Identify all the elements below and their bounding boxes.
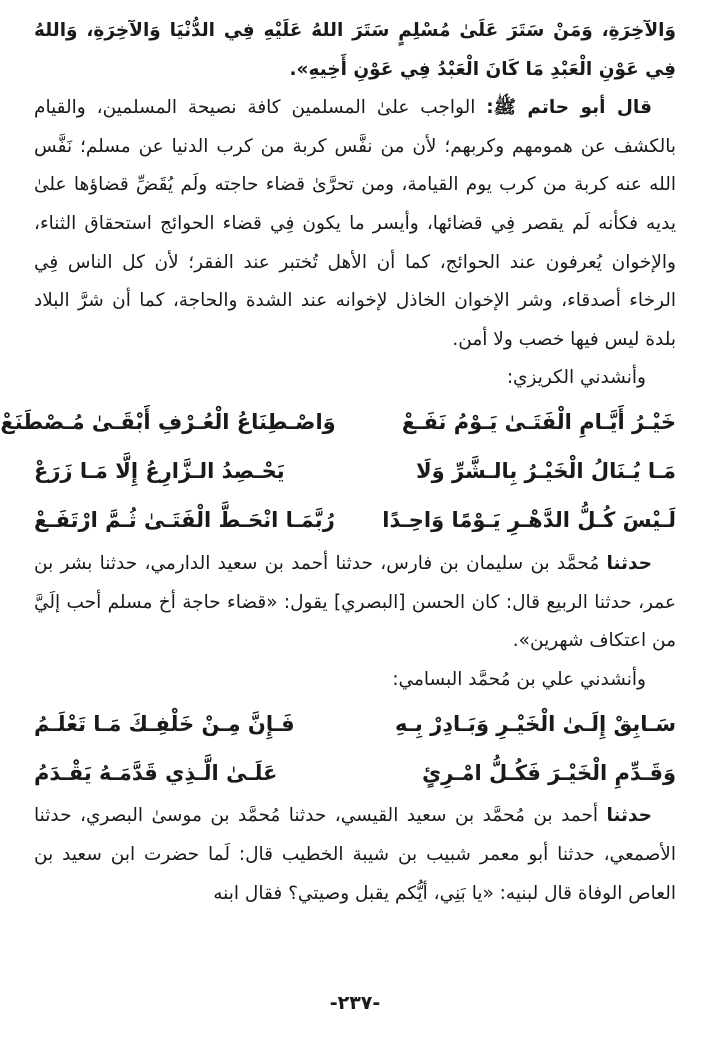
verse-first-hemistich: لَـيْسَ كُـلُّ الدَّهْـرِ يَـوْمًا وَاحِـدًا	[382, 508, 676, 533]
paragraph-abu-hatim	[34, 89, 676, 359]
poem-verse	[34, 496, 676, 545]
hadith-text: وَالآخِرَةِ، وَمَنْ سَتَرَ عَلَىٰ مُسْلِمٍ سَتَرَ اللهُ عَلَيْهِ فِي الدُّنْيَا وَالآخِرَةِ، وَاللهُ فِي عَوْنِ الْعَبْدِ مَا كَانَ الْعَبْدُ فِي عَوْنِ أَخِيهِ».	[34, 20, 676, 80]
verse-second-hemistich: وَاصْـطِنَاعُ الْعُـرْفِ أَبْقَـىٰ مُـصْطَنَعْ	[0, 410, 336, 435]
poem-verse	[0, 398, 676, 447]
poem-intro: وأنشدني الكريزي:	[506, 367, 646, 389]
verse-first-hemistich: مَـا يُـنَالُ الْخَيْـرُ بِالـشَّرِّ وَلَا	[415, 459, 676, 484]
paragraph-body: الواجب علىٰ المسلمين كافة نصيحة المسلمين، والقيام بالكشف عن همومهم وكربهم؛ لأن من نفَّس كربة من كرب الدنيا عن مسلم؛ نَفَّس الله عنه كربة من كرب يوم القيامة، ومن تحرَّىٰ قضاء حاجته ولَم يُقَضِّ قضاؤها علىٰ يديه فكأنه لَم يقصر فِي قضائها، وأيسر ما يكون فِي قضاء الحوائج استحقاق الثناء، والإخوان يُعرفون عند الحوائج، كما أن الأهل تُختبر عند الفقر؛ لأن كل الناس فِي الرخاء أصدقاء، وشر الإخوان الخاذل لإخوانه عند الشدة والحاجة، كما أن شرَّ البلاد بلدة ليس فيها خصب ولا أمن.	[34, 97, 676, 350]
paragraph-lead: قال أبو حاتم ﷺ:	[486, 97, 652, 119]
verse-second-hemistich: فَـإِنَّ مِـنْ خَلْفِـكَ مَـا تَعْلَـمُ	[34, 711, 295, 736]
paragraph-body: مُحمَّد بن سليمان بن فارس، حدثنا أحمد بن سعيد الدارمي، حدثنا بشر بن عمر، حدثنا الربيع قال: كان الحسن [البصري] يقول: «قضاء حاجة أخ مسلم أحب إلَيَّ من اعتكاف شهرين».	[34, 552, 676, 652]
verse-first-hemistich: سَـابِقْ إِلَـىٰ الْخَيْـرِ وَبَـادِرْ بِـهِ	[395, 711, 676, 736]
verse-second-hemistich: يَحْـصِدُ الـزَّارِعُ إِلَّا مَـا زَرَعْ	[34, 459, 285, 484]
poem-verse	[34, 447, 676, 496]
poem-block	[0, 398, 676, 545]
poem-verse	[34, 748, 676, 797]
verse-second-hemistich: عَلَـىٰ الَّـذِي قَدَّمَـهُ يَقْـدَمُ	[34, 760, 278, 785]
paragraph-hasan	[34, 545, 676, 661]
poem-intro: وأنشدني علي بن مُحمَّد البسامي:	[392, 668, 646, 690]
paragraph-ibn-said	[34, 797, 676, 913]
poem-block	[34, 699, 676, 797]
paragraph-lead: حدثنا	[606, 805, 652, 827]
verse-first-hemistich: وَقَـدِّمِ الْخَيْـرَ فَكُـلُّ امْـرِئٍ	[421, 760, 676, 785]
page-number: -٢٣٧-	[329, 992, 381, 1014]
verse-first-hemistich: خَيْـرُ أَيَّـامِ الْفَتَـىٰ يَـوْمُ نَفَـعْ	[401, 410, 676, 435]
paragraph-body: أحمد بن مُحمَّد بن سعيد القيسي، حدثنا مُحمَّد بن موسىٰ البصري، حدثنا الأصمعي، حدثنا أبو معمر شبيب بن شيبة الخطيب قال: لَما حضرت ابن سعيد بن العاص الوفاة قال لبنيه: «يا بَنِي، أيُّكم يقبل وصيتي؟ فقال ابنه	[34, 805, 676, 904]
paragraph-lead: حدثنا	[606, 552, 652, 574]
poem-verse	[34, 699, 676, 748]
verse-second-hemistich: رُبَّمَـا انْحَـطَّ الْفَتَـىٰ ثُـمَّ ارْتَفَـعْ	[34, 508, 335, 533]
